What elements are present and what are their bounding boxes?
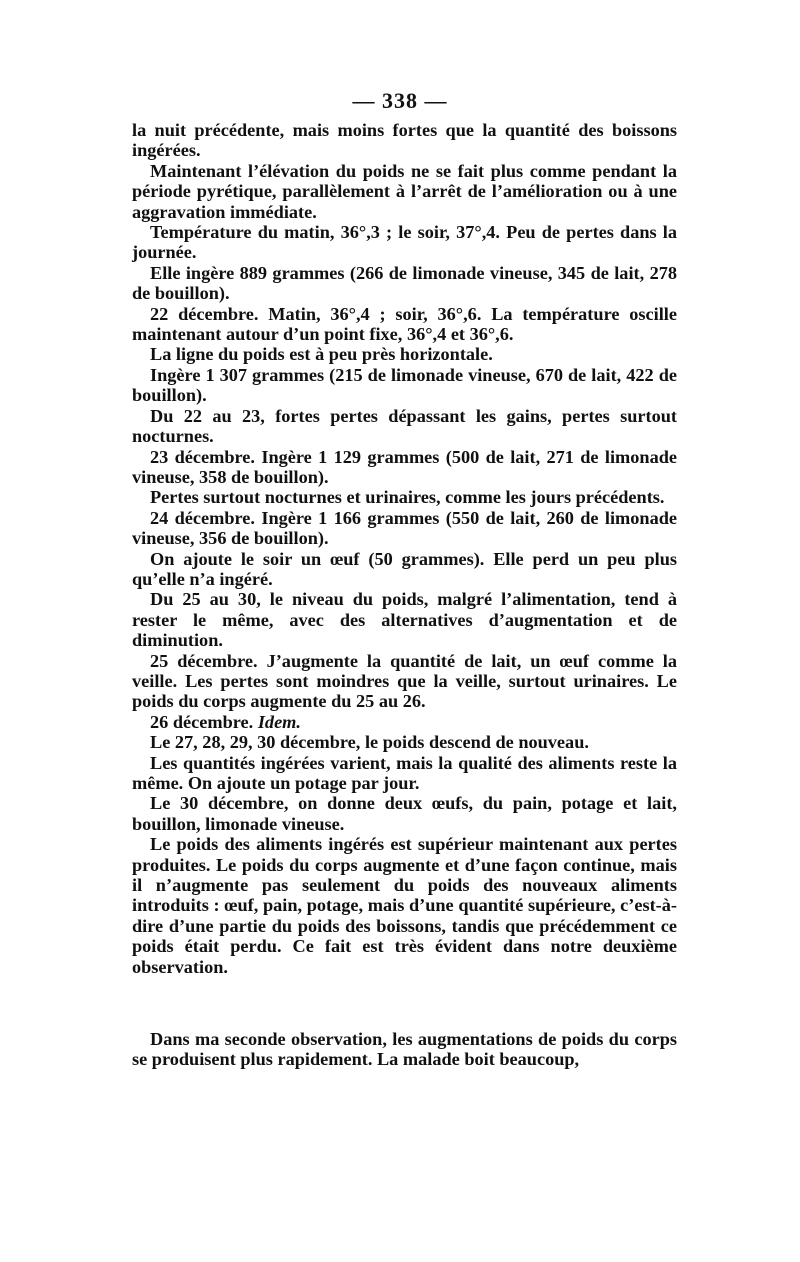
paragraph: Température du matin, 36°,3 ; le soir, 37°,4. Peu de pertes dans la journée. xyxy=(132,222,677,263)
date-label: 26 décembre. xyxy=(150,711,254,732)
paragraph: Le 30 décembre, on donne deux œufs, du pain, potage et lait, bouillon, limonade vineuse. xyxy=(132,793,677,834)
paragraph: La ligne du poids est à peu près horizontale. xyxy=(150,344,493,365)
paragraph: On ajoute le soir un œuf (50 grammes). Elle perd un peu plus qu’elle n’a ingéré. xyxy=(132,548,677,589)
paragraph: 24 décembre. Ingère 1 166 grammes (550 de lait, 260 de limonade vineuse, 356 de bouillon). xyxy=(132,507,677,549)
idem-text: Idem. xyxy=(257,711,301,732)
paragraph: 23 décembre. Ingère 1 129 grammes (500 de lait, 271 de limonade vineuse, 358 de bouillon). xyxy=(132,446,677,487)
paragraph: Le poids des aliments ingérés est supérieur maintenant aux pertes produites. Le poids du corps augmente et d’une façon continue, mais il n’augmente pas seulement du poids des nouveaux aliments introduits : œuf, pain, potage, mais d’une quantité supérieure, c’est-à-dire d’une partie du poids des boissons, tandis que précédemment ce poids était perdu. Ce fait est très évident dans notre deuxième observation. xyxy=(132,834,677,977)
paragraph: Maintenant l’élévation du poids ne se fait plus comme pendant la période pyrétique, parallèlement à l’arrêt de l’amélioration ou à une aggravation immédiate. xyxy=(132,160,677,222)
paragraph-26-decembre xyxy=(132,712,677,732)
page-number: — 338 — xyxy=(352,88,448,113)
section-gap xyxy=(132,977,677,1029)
final-paragraph: Dans ma seconde observation, les augmentations de poids du corps se produisent plus rapidement. La malade boit beaucoup, xyxy=(132,1029,677,1070)
paragraph: 25 décembre. J’augmente la quantité de lait, un œuf comme la veille. Les pertes sont moindres que la veille, surtout urinaires. Le poids du corps augmente du 25 au 26. xyxy=(132,650,677,712)
paragraph: Elle ingère 889 grammes (266 de limonade vineuse, 345 de lait, 278 de bouillon). xyxy=(132,262,677,304)
paragraph: la nuit précédente, mais moins fortes que la quantité des boissons ingérées. xyxy=(132,120,677,161)
paragraph: Les quantités ingérées varient, mais la qualité des aliments reste la même. On ajoute un potage par jour. xyxy=(132,752,677,793)
paragraph: Du 25 au 30, le niveau du poids, malgré l’alimentation, tend à rester le même, avec des alternatives d’augmentation et de diminution. xyxy=(132,589,677,651)
paragraph: Le 27, 28, 29, 30 décembre, le poids descend de nouveau. xyxy=(150,732,589,753)
body-text xyxy=(132,120,677,1070)
paragraph: 22 décembre. Matin, 36°,4 ; soir, 36°,6. La température oscille maintenant autour d’un point fixe, 36°,4 et 36°,6. xyxy=(132,303,677,345)
paragraph: Ingère 1 307 grammes (215 de limonade vineuse, 670 de lait, 422 de bouillon). xyxy=(132,364,677,406)
paragraph: Du 22 au 23, fortes pertes dépassant les gains, pertes surtout nocturnes. xyxy=(132,405,677,447)
paragraph: Pertes surtout nocturnes et urinaires, comme les jours précédents. xyxy=(150,487,665,508)
